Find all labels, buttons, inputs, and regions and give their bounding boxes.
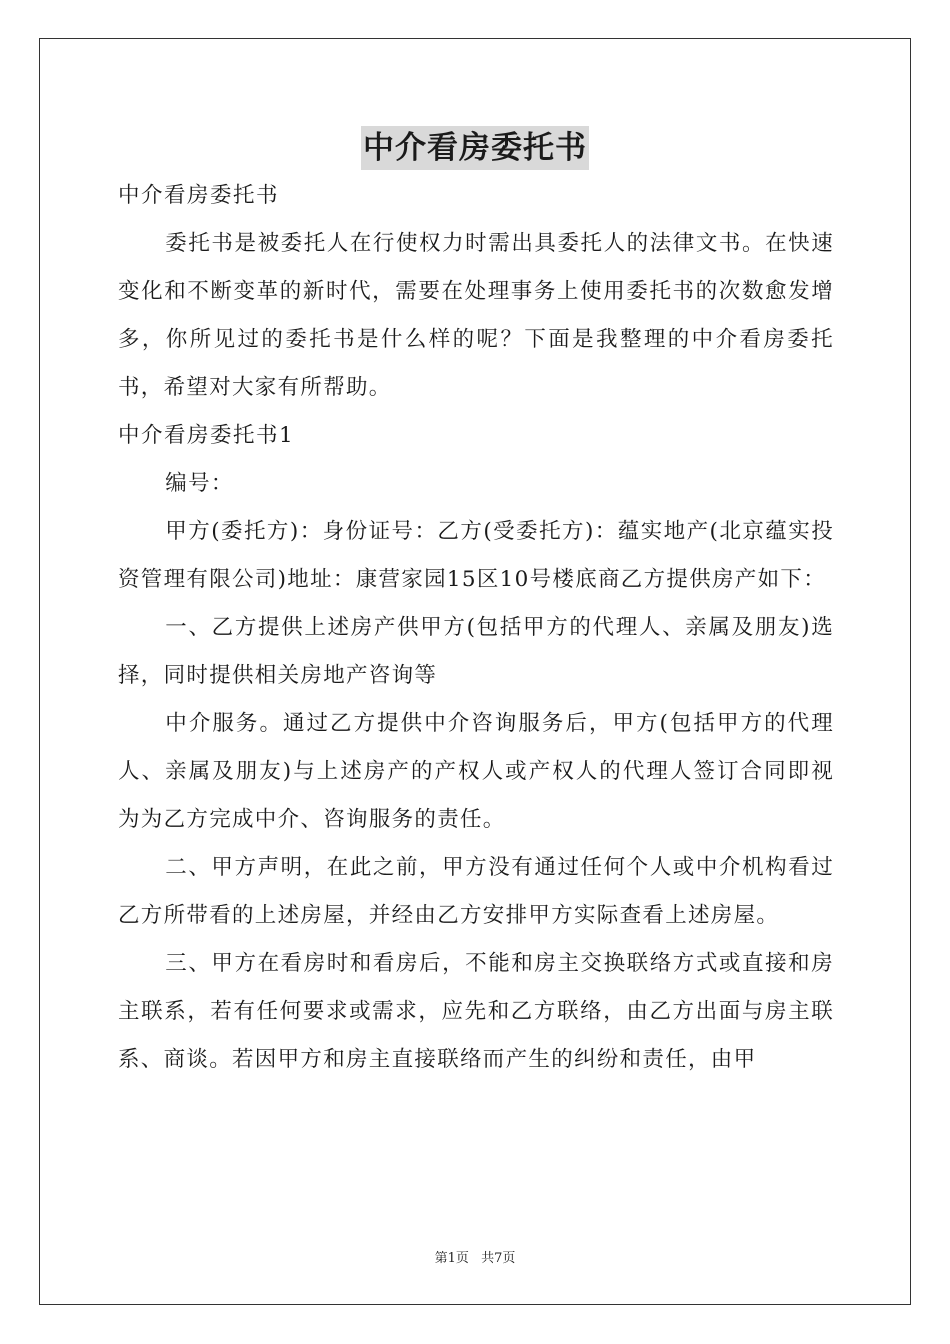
clause-three-paragraph: 三、甲方在看房时和看房后，不能和房主交换联络方式或直接和房主联系，若有任何要求或需求，应先和乙方联络，由乙方出面与房主联系、商谈。若因甲方和房主直接联络而产生的纠纷和责任，由甲 [118,951,834,1072]
page-number-current: 第1页 [434,1251,469,1266]
clause-one-paragraph: 一、乙方提供上述房产供甲方(包括甲方的代理人、亲属及朋友)选择，同时提供相关房地产咨询等 [118,615,834,688]
section-heading: 中介看房委托书 [118,183,280,208]
service-paragraph: 中介服务。通过乙方提供中介咨询服务后，甲方(包括甲方的代理人、亲属及朋友)与上述房产的产权人或产权人的代理人签订合同即视为为乙方完成中介、咨询服务的责任。 [118,711,834,832]
section-heading-1: 中介看房委托书1 [118,423,295,448]
page-footer [0,1247,950,1266]
intro-paragraph: 委托书是被委托人在行使权力时需出具委托人的法律文书。在快速变化和不断变革的新时代，需要在处理事务上使用委托书的次数愈发增多，你所见过的委托书是什么样的呢？下面是我整理的中介看房委托书，希望对大家有所帮助。 [118,231,834,400]
clause-two-paragraph: 二、甲方声明，在此之前，甲方没有通过任何个人或中介机构看过乙方所带看的上述房屋，并经由乙方安排甲方实际查看上述房屋。 [118,855,834,928]
document-title: 中介看房委托书 [361,126,589,170]
title-container [0,126,950,170]
document-body [118,172,834,1084]
serial-number-line: 编号： [165,471,234,496]
parties-paragraph: 甲方(委托方)：身份证号：乙方(受委托方)：蕴实地产(北京蕴实投资管理有限公司)地址：康营家园15区10号楼底商乙方提供房产如下： [118,519,834,592]
page-number-total: 共7页 [481,1251,516,1266]
